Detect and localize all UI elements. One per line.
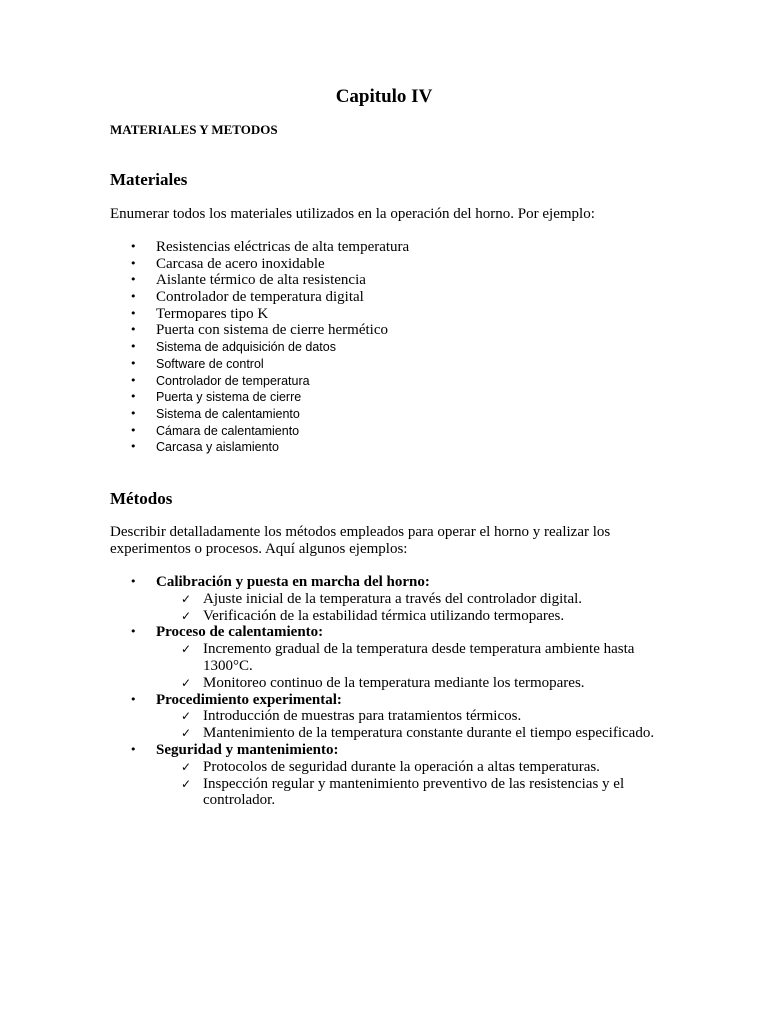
bullet-icon: • <box>130 306 137 320</box>
bullet-icon: • <box>130 240 137 253</box>
bullet-icon: • <box>130 423 137 437</box>
materials-item-text: Carcasa de acero inoxidable <box>156 255 325 272</box>
materials-list-item <box>110 356 409 373</box>
materials-item-text: Aislante térmico de alta resistencia <box>156 272 366 289</box>
materials-list-item <box>110 272 409 289</box>
methods-item-title: Proceso de calentamiento: <box>156 624 324 641</box>
bullet-icon: • <box>130 625 137 639</box>
materials-list <box>110 239 409 456</box>
materials-list-item <box>110 239 409 256</box>
methods-sublist <box>156 641 670 691</box>
methods-subitem <box>156 608 670 625</box>
methods-sublist <box>156 759 670 809</box>
materials-item-text: Resistencias eléctricas de alta temperatura <box>156 239 410 255</box>
materials-item-text: Puerta con sistema de cierre hermético <box>156 322 388 339</box>
bullet-icon: • <box>130 340 137 354</box>
bullet-icon: • <box>130 406 137 420</box>
materials-item-text: Sistema de calentamiento <box>156 406 300 421</box>
bullet-icon: • <box>130 256 137 270</box>
methods-subitem-text: Incremento gradual de la temperatura desde temperatura ambiente hasta 1300°C. <box>203 641 635 674</box>
methods-subitem <box>156 675 670 692</box>
methods-list-item <box>110 574 670 624</box>
materials-list-item <box>110 322 409 339</box>
materials-list-item <box>110 406 409 423</box>
methods-subitem <box>156 641 670 675</box>
materials-item-text: Controlador de temperatura digital <box>156 289 364 306</box>
checkmark-icon: ✓ <box>181 608 192 623</box>
checkmark-icon: ✓ <box>181 675 192 690</box>
methods-sublist <box>156 591 670 625</box>
methods-subitem-text: Ajuste inicial de la temperatura a través del controlador digital. <box>203 590 583 607</box>
methods-intro: Describir detalladamente los métodos empleados para operar el horno y realizar los experimentos o procesos. Aquí algunos ejemplos: <box>110 524 611 557</box>
materials-list-item <box>110 389 409 406</box>
bullet-icon: • <box>130 373 137 387</box>
methods-list-item <box>110 624 670 691</box>
materials-item-text: Puerta y sistema de cierre <box>156 390 302 405</box>
methods-list <box>110 574 670 809</box>
methods-item-title: Procedimiento experimental: <box>156 691 342 708</box>
checkmark-icon: ✓ <box>181 591 192 606</box>
methods-subitem-text: Mantenimiento de la temperatura constante durante el tiempo especificado. <box>203 725 655 742</box>
materials-list-item <box>110 256 409 273</box>
materials-list-item <box>110 423 409 440</box>
materials-list-item <box>110 439 409 456</box>
methods-subitem-text: Verificación de la estabilidad térmica utilizando termopares. <box>203 607 565 624</box>
materials-intro: Enumerar todos los materiales utilizados en la operación del horno. Por ejemplo: <box>110 206 595 222</box>
section-caps-title: MATERIALES Y METODOS <box>110 122 278 137</box>
methods-subitem-text: Introducción de muestras para tratamientos térmicos. <box>203 708 522 725</box>
checkmark-icon: ✓ <box>181 642 192 657</box>
bullet-icon: • <box>130 356 137 370</box>
methods-subitem <box>156 708 670 725</box>
methods-subitem-text: Monitoreo continuo de la temperatura mediante los termopares. <box>203 674 585 691</box>
bullet-icon: • <box>130 440 137 454</box>
methods-subitem <box>156 776 670 810</box>
bullet-icon: • <box>130 742 137 756</box>
methods-subitem-text: Inspección regular y mantenimiento preventivo de las resistencias y el controlador. <box>203 775 625 809</box>
materials-heading: Materiales <box>110 170 188 189</box>
methods-heading: Métodos <box>110 489 173 508</box>
materials-list-item <box>110 289 409 306</box>
methods-item-title: Calibración y puesta en marcha del horno: <box>156 574 430 590</box>
methods-subitem <box>156 725 670 742</box>
methods-subitem-text: Protocolos de seguridad durante la operación a altas temperaturas. <box>203 758 600 775</box>
methods-list-item <box>110 692 670 742</box>
methods-sublist <box>156 708 670 742</box>
materials-item-text: Software de control <box>156 356 264 371</box>
bullet-icon: • <box>130 575 137 588</box>
materials-item-text: Sistema de adquisición de datos <box>156 340 336 355</box>
materials-item-text: Termopares tipo K <box>156 305 269 322</box>
bullet-icon: • <box>130 323 137 337</box>
materials-list-item <box>110 373 409 390</box>
methods-subitem <box>156 759 670 776</box>
chapter-title: Capitulo IV <box>335 86 433 107</box>
materials-list-item <box>110 339 409 356</box>
bullet-icon: • <box>130 390 137 404</box>
bullet-icon: • <box>130 273 137 287</box>
bullet-icon: • <box>130 692 137 706</box>
methods-list-item <box>110 742 670 809</box>
materials-list-item <box>110 306 409 323</box>
checkmark-icon: ✓ <box>181 709 192 724</box>
materials-item-text: Controlador de temperatura <box>156 373 310 388</box>
materials-item-text: Carcasa y aislamiento <box>156 440 279 455</box>
materials-item-text: Cámara de calentamiento <box>156 423 300 438</box>
methods-item-title: Seguridad y mantenimiento: <box>156 741 339 758</box>
checkmark-icon: ✓ <box>181 726 192 741</box>
checkmark-icon: ✓ <box>181 776 192 791</box>
checkmark-icon: ✓ <box>181 759 192 774</box>
methods-subitem <box>156 591 670 608</box>
bullet-icon: • <box>130 290 137 304</box>
